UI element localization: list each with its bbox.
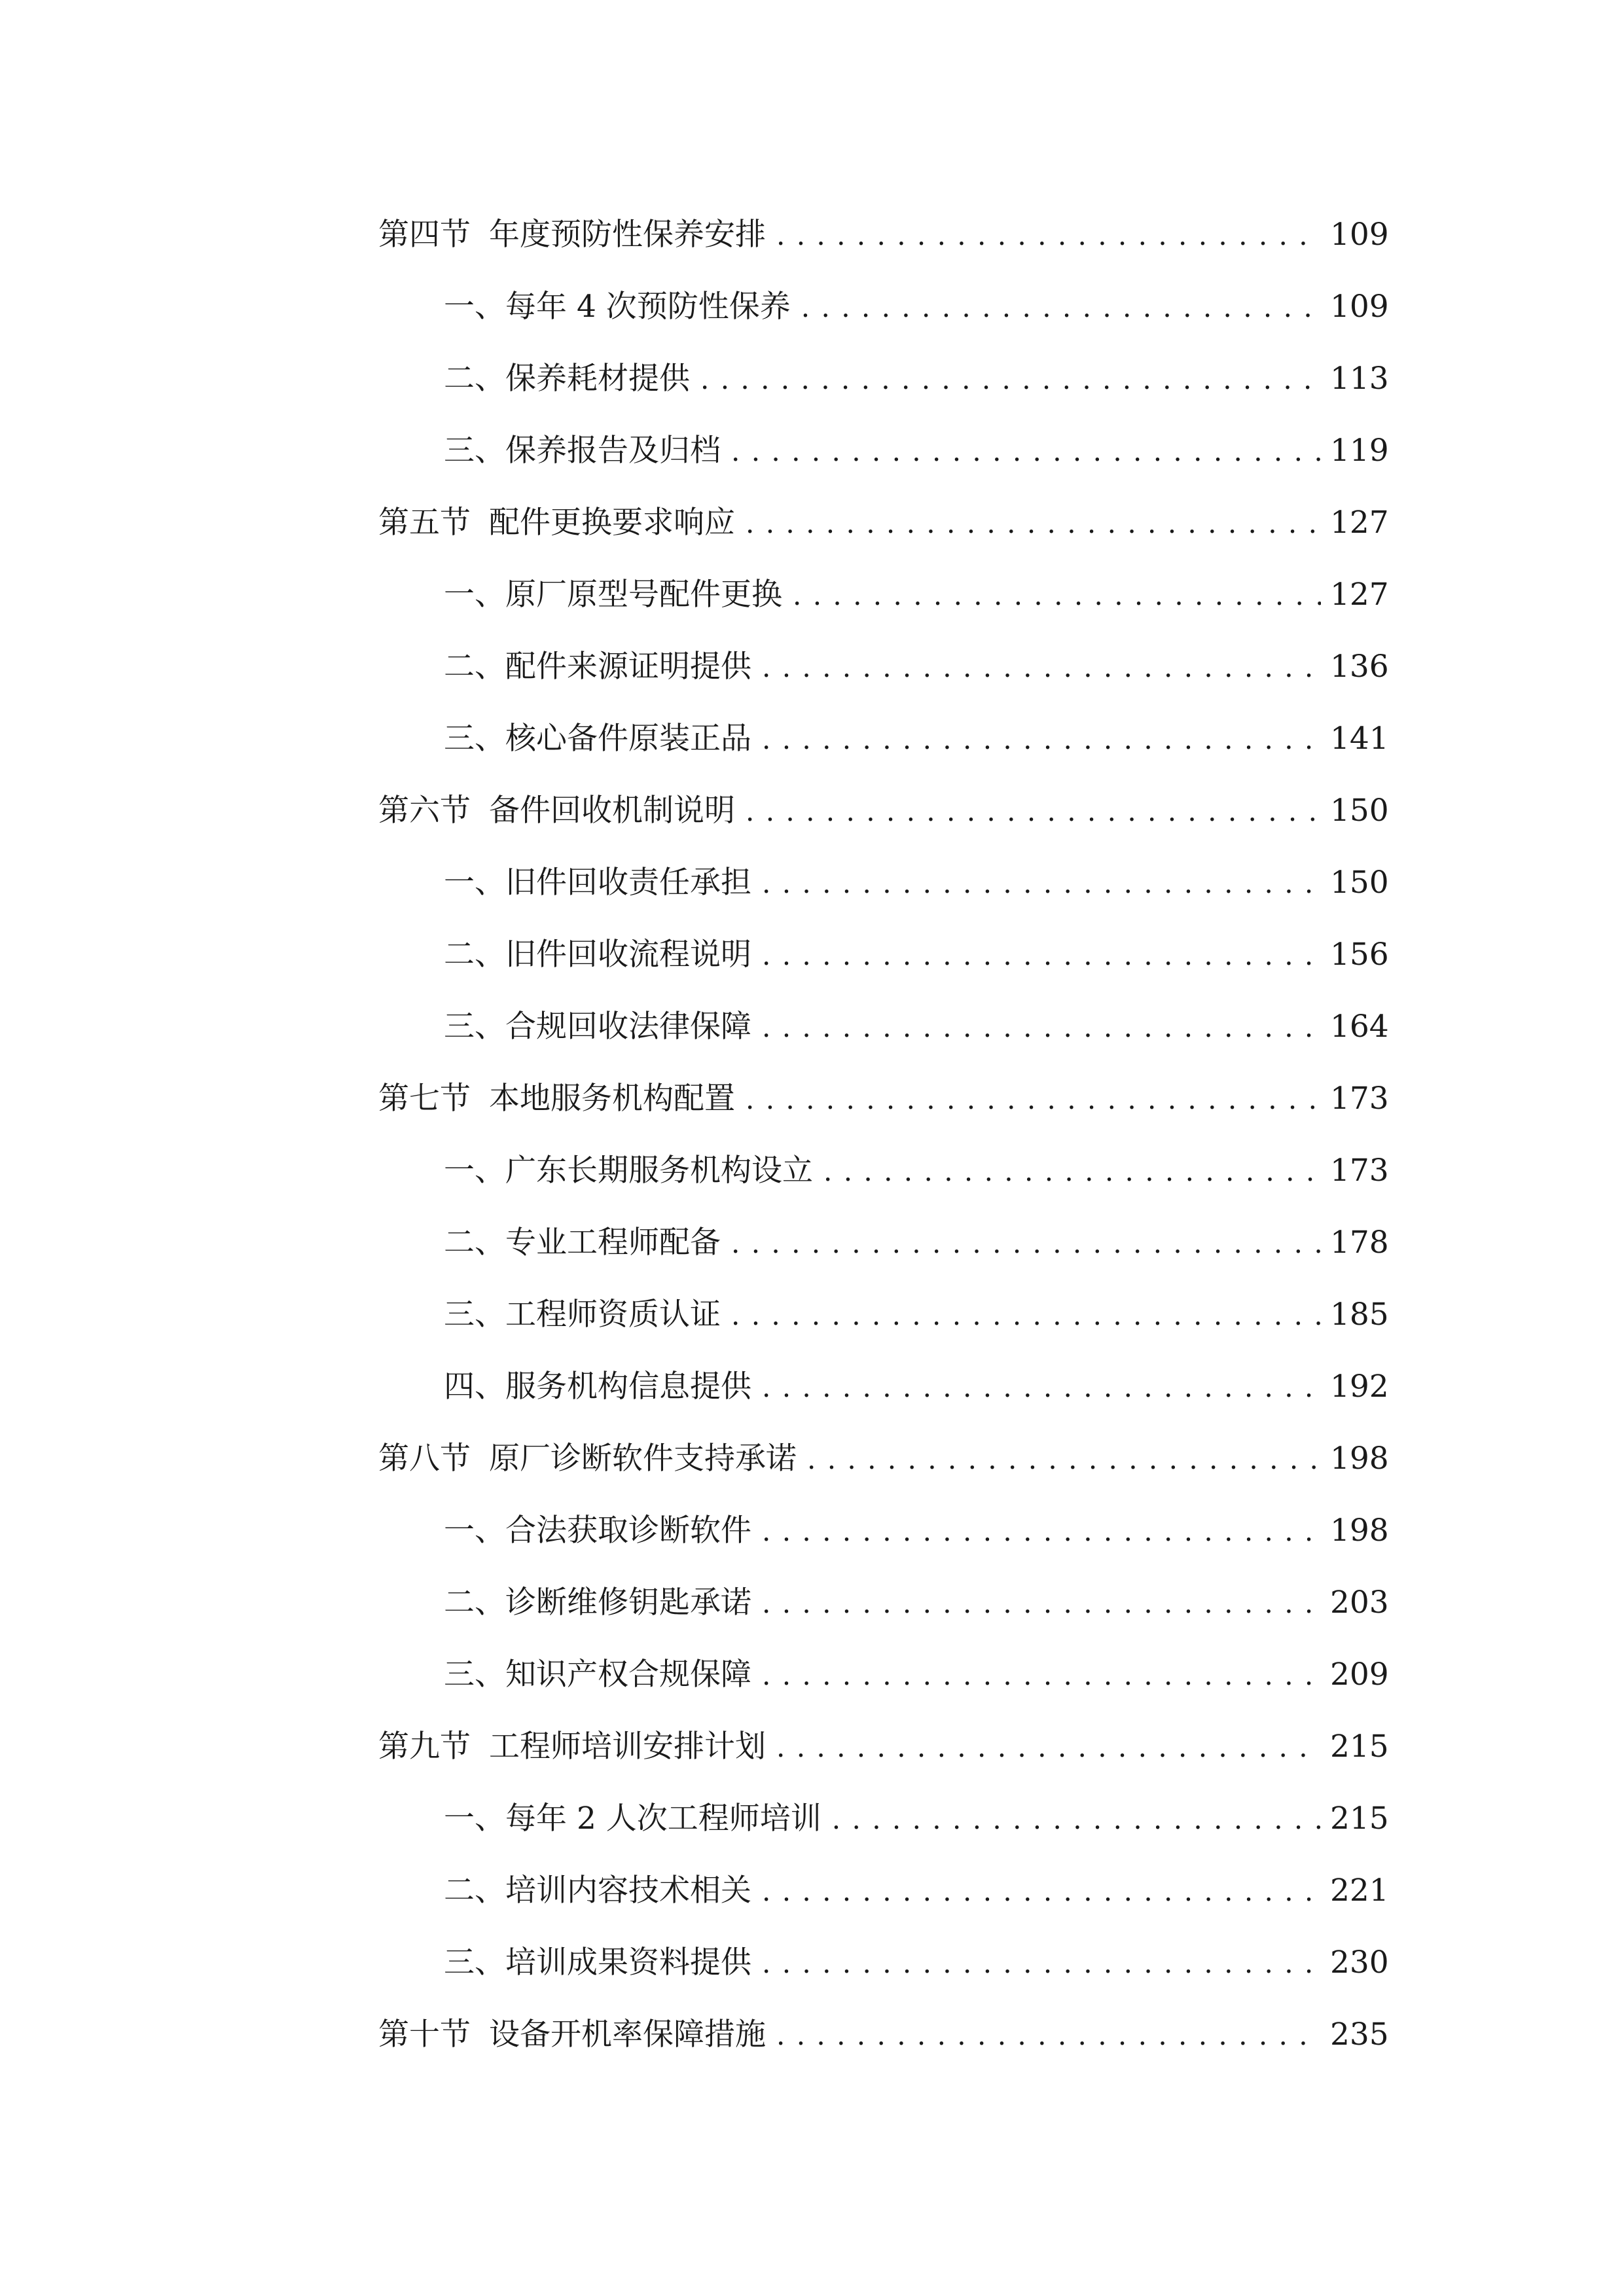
dot-leader [823, 1136, 1321, 1208]
dot-leader [731, 1280, 1321, 1352]
toc-entry-title: 备件回收机制说明 [489, 793, 735, 829]
dot-leader [762, 848, 1321, 920]
toc-entry-section[interactable] [378, 1999, 1389, 2071]
toc-entry-page: 198 [1330, 1513, 1389, 1549]
toc-entry-number: 三、 [444, 721, 505, 757]
toc-entry-title: 保养耗材提供 [505, 361, 690, 397]
dot-leader [731, 1208, 1321, 1280]
dot-leader [762, 920, 1321, 992]
toc-entry-page: 150 [1330, 793, 1389, 829]
toc-entry-subsection[interactable] [378, 1279, 1389, 1351]
toc-entry-page: 192 [1330, 1369, 1389, 1405]
toc-entry-title: 核心备件原装正品 [505, 721, 751, 757]
toc-entry-number: 一、 [444, 1513, 505, 1549]
toc-entry-number: 一、 [444, 1153, 505, 1189]
toc-entry-number: 第七节 [378, 1081, 471, 1117]
toc-entry-title: 配件来源证明提供 [505, 649, 751, 685]
toc-entry-subsection[interactable] [378, 703, 1389, 775]
toc-entry-section[interactable] [378, 1063, 1389, 1135]
toc-entry-subsection[interactable] [378, 847, 1389, 919]
table-of-contents [378, 199, 1389, 2071]
dot-leader [762, 1352, 1321, 1424]
toc-entry-page: 127 [1330, 577, 1389, 613]
toc-entry-page: 141 [1330, 721, 1389, 757]
toc-entry-title: 本地服务机构配置 [489, 1081, 735, 1117]
dot-leader [807, 1424, 1321, 1496]
dot-leader [762, 1640, 1321, 1712]
toc-entry-section[interactable] [378, 775, 1389, 847]
toc-entry-title: 旧件回收责任承担 [505, 865, 751, 901]
toc-entry-number: 三、 [444, 1657, 505, 1693]
toc-entry-page: 173 [1330, 1153, 1389, 1189]
toc-entry-number: 二、 [444, 361, 505, 397]
toc-entry-title: 每年 2 人次工程师培训 [505, 1801, 821, 1837]
toc-entry-title: 合规回收法律保障 [505, 1009, 751, 1045]
toc-entry-page: 173 [1330, 1081, 1389, 1117]
toc-entry-section[interactable] [378, 199, 1389, 271]
dot-leader [762, 1496, 1321, 1568]
dot-leader [762, 1856, 1321, 1928]
dot-leader [762, 632, 1321, 704]
toc-entry-number: 第十节 [378, 2017, 471, 2053]
toc-entry-page: 215 [1330, 1729, 1389, 1765]
toc-entry-subsection[interactable] [378, 1207, 1389, 1279]
toc-entry-number: 三、 [444, 1009, 505, 1045]
toc-entry-section[interactable] [378, 487, 1389, 559]
toc-entry-title: 旧件回收流程说明 [505, 937, 751, 973]
toc-entry-page: 136 [1330, 649, 1389, 685]
toc-entry-title: 配件更换要求响应 [489, 505, 735, 541]
toc-entry-page: 209 [1330, 1657, 1389, 1693]
toc-entry-section[interactable] [378, 1711, 1389, 1783]
toc-entry-subsection[interactable] [378, 1135, 1389, 1207]
toc-entry-subsection[interactable] [378, 343, 1389, 415]
dot-leader [731, 416, 1321, 488]
toc-entry-number: 一、 [444, 289, 505, 325]
toc-entry-page: 164 [1330, 1009, 1389, 1045]
toc-entry-page: 198 [1330, 1441, 1389, 1477]
toc-entry-subsection[interactable] [378, 1351, 1389, 1423]
toc-entry-subsection[interactable] [378, 1495, 1389, 1567]
toc-entry-number: 第五节 [378, 505, 471, 541]
toc-entry-page: 119 [1330, 433, 1389, 469]
dot-leader [801, 272, 1321, 344]
toc-entry-page: 230 [1330, 1945, 1389, 1981]
toc-entry-title: 原厂原型号配件更换 [505, 577, 782, 613]
toc-entry-page: 109 [1330, 289, 1389, 325]
toc-entry-subsection[interactable] [378, 415, 1389, 487]
toc-entry-title: 培训内容技术相关 [505, 1873, 751, 1909]
toc-entry-page: 235 [1330, 2017, 1389, 2053]
toc-entry-subsection[interactable] [378, 1855, 1389, 1927]
toc-entry-page: 109 [1330, 217, 1389, 253]
dot-leader [746, 488, 1321, 560]
toc-entry-subsection[interactable] [378, 1927, 1389, 1999]
toc-entry-page: 156 [1330, 937, 1389, 973]
toc-entry-number: 第八节 [378, 1441, 471, 1477]
toc-entry-number: 四、 [444, 1369, 505, 1405]
toc-entry-page: 127 [1330, 505, 1389, 541]
toc-entry-section[interactable] [378, 1423, 1389, 1495]
toc-entry-title: 合法获取诊断软件 [505, 1513, 751, 1549]
dot-leader [776, 200, 1321, 272]
dot-leader [762, 704, 1321, 776]
toc-entry-number: 二、 [444, 1873, 505, 1909]
toc-entry-title: 年度预防性保养安排 [489, 217, 766, 253]
toc-entry-subsection[interactable] [378, 271, 1389, 343]
toc-entry-number: 三、 [444, 1297, 505, 1333]
toc-entry-number: 二、 [444, 1225, 505, 1261]
toc-entry-number: 第九节 [378, 1729, 471, 1765]
toc-entry-number: 第六节 [378, 793, 471, 829]
dot-leader [776, 2000, 1321, 2072]
dot-leader [762, 1568, 1321, 1640]
toc-entry-number: 三、 [444, 433, 505, 469]
dot-leader [776, 1712, 1321, 1784]
toc-entry-title: 原厂诊断软件支持承诺 [489, 1441, 797, 1477]
toc-entry-title: 诊断维修钥匙承诺 [505, 1585, 751, 1621]
toc-entry-number: 一、 [444, 865, 505, 901]
dot-leader [762, 1928, 1321, 2000]
toc-entry-title: 专业工程师配备 [505, 1225, 721, 1261]
toc-entry-subsection[interactable] [378, 559, 1389, 631]
toc-entry-title: 保养报告及归档 [505, 433, 721, 469]
dot-leader [700, 344, 1321, 416]
toc-entry-title: 每年 4 次预防性保养 [505, 289, 791, 325]
toc-entry-number: 第四节 [378, 217, 471, 253]
toc-entry-page: 203 [1330, 1585, 1389, 1621]
toc-entry-subsection[interactable] [378, 1567, 1389, 1639]
toc-entry-subsection[interactable] [378, 919, 1389, 991]
toc-entry-number: 一、 [444, 1801, 505, 1837]
toc-entry-title: 服务机构信息提供 [505, 1369, 751, 1405]
toc-entry-title: 设备开机率保障措施 [489, 2017, 766, 2053]
toc-entry-page: 215 [1330, 1801, 1389, 1837]
toc-entry-number: 一、 [444, 577, 505, 613]
toc-entry-page: 150 [1330, 865, 1389, 901]
toc-entry-title: 知识产权合规保障 [505, 1657, 751, 1693]
toc-entry-title: 培训成果资料提供 [505, 1945, 751, 1981]
toc-entry-page: 113 [1330, 361, 1389, 397]
toc-entry-page: 178 [1330, 1225, 1389, 1261]
toc-entry-title: 工程师培训安排计划 [489, 1729, 766, 1765]
toc-entry-subsection[interactable] [378, 1783, 1389, 1855]
toc-entry-subsection[interactable] [378, 631, 1389, 703]
toc-entry-page: 221 [1330, 1873, 1389, 1909]
toc-entry-subsection[interactable] [378, 1639, 1389, 1711]
dot-leader [793, 560, 1321, 632]
toc-entry-page: 185 [1330, 1297, 1389, 1333]
dot-leader [832, 1784, 1321, 1856]
toc-entry-number: 三、 [444, 1945, 505, 1981]
toc-entry-number: 二、 [444, 937, 505, 973]
toc-entry-title: 广东长期服务机构设立 [505, 1153, 813, 1189]
dot-leader [746, 776, 1321, 848]
toc-entry-number: 二、 [444, 649, 505, 685]
dot-leader [746, 1064, 1321, 1136]
toc-entry-title: 工程师资质认证 [505, 1297, 721, 1333]
toc-entry-subsection[interactable] [378, 991, 1389, 1063]
dot-leader [762, 992, 1321, 1064]
toc-entry-number: 二、 [444, 1585, 505, 1621]
